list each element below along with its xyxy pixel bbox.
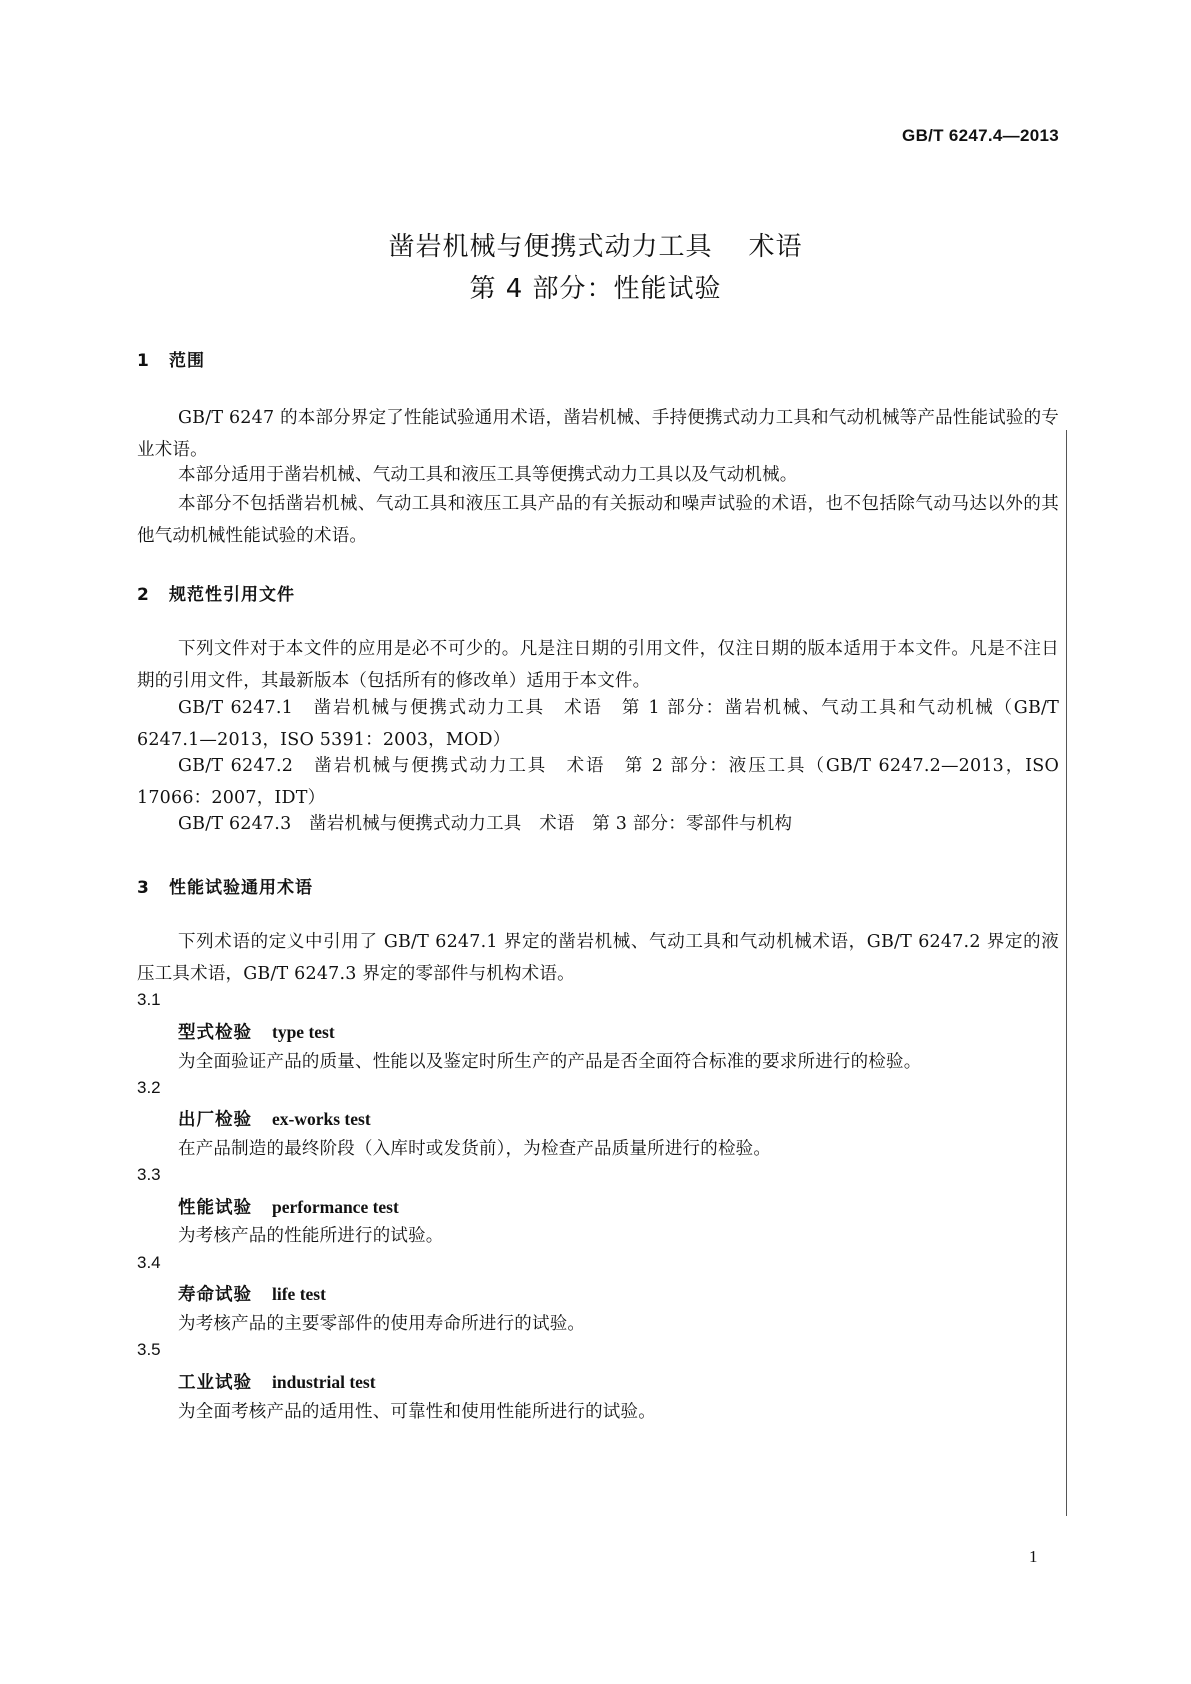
section-title: 范围 bbox=[169, 351, 205, 371]
term-english: industrial test bbox=[272, 1372, 376, 1392]
term-number: 3.1 bbox=[137, 990, 161, 1009]
standard-code: GB/T 6247.4—2013 bbox=[902, 126, 1059, 145]
section-number: 1 bbox=[137, 351, 150, 371]
term-english: ex-works test bbox=[272, 1109, 371, 1129]
section-title: 性能试验通用术语 bbox=[169, 878, 313, 898]
term-number: 3.2 bbox=[137, 1078, 161, 1097]
paragraph: 下列文件对于本文件的应用是必不可少的。凡是注日期的引用文件，仅注日期的版本适用于本文件。凡是不注日期的引用文件，其最新版本（包括所有的修改单）适用于本文件。 bbox=[137, 639, 1059, 691]
term-chinese: 寿命试验 bbox=[178, 1285, 252, 1305]
section-number: 3 bbox=[137, 878, 150, 898]
term-definition: 为全面验证产品的质量、性能以及鉴定时所生产的产品是否全面符合标准的要求所进行的检验。 bbox=[178, 1052, 922, 1072]
title-line-1 bbox=[0, 226, 1191, 268]
term-title bbox=[178, 1281, 326, 1306]
paragraph: 本部分适用于凿岩机械、气动工具和液压工具等便携式动力工具以及气动机械。 bbox=[178, 465, 798, 485]
document-title bbox=[0, 226, 1191, 310]
term-title bbox=[178, 1369, 376, 1394]
section-number: 2 bbox=[137, 585, 150, 605]
term-number: 3.3 bbox=[137, 1165, 161, 1184]
title-suffix: 术语 bbox=[748, 232, 803, 262]
title-line-2: 第 4 部分：性能试验 bbox=[469, 274, 722, 304]
term-definition: 为全面考核产品的适用性、可靠性和使用性能所进行的试验。 bbox=[178, 1402, 656, 1422]
term-number: 3.4 bbox=[137, 1253, 161, 1272]
term-english: life test bbox=[272, 1284, 326, 1304]
reference-item: GB/T 6247.2 凿岩机械与便携式动力工具 术语 第 2 部分：液压工具（GB/T 6247.2—2013，ISO 17066：2007，IDT） bbox=[137, 756, 1059, 808]
term-chinese: 出厂检验 bbox=[178, 1110, 252, 1130]
paragraph: GB/T 6247 的本部分界定了性能试验通用术语，凿岩机械、手持便携式动力工具和气动机械等产品性能试验的专业术语。 bbox=[137, 408, 1059, 460]
term-chinese: 型式检验 bbox=[178, 1023, 252, 1043]
paragraph: 本部分不包括凿岩机械、气动工具和液压工具产品的有关振动和噪声试验的术语，也不包括除气动马达以外的其他气动机械性能试验的术语。 bbox=[137, 494, 1059, 546]
term-definition: 为考核产品的性能所进行的试验。 bbox=[178, 1226, 444, 1246]
term-english: performance test bbox=[272, 1197, 399, 1217]
section-title: 规范性引用文件 bbox=[169, 585, 295, 605]
term-chinese: 工业试验 bbox=[178, 1373, 252, 1393]
section-heading-1 bbox=[137, 346, 205, 371]
reference-item: GB/T 6247.3 凿岩机械与便携式动力工具 术语 第 3 部分：零部件与机构 bbox=[178, 814, 793, 834]
term-title bbox=[178, 1019, 335, 1044]
term-english: type test bbox=[272, 1022, 335, 1042]
term-number: 3.5 bbox=[137, 1340, 161, 1359]
reference-item: GB/T 6247.1 凿岩机械与便携式动力工具 术语 第 1 部分：凿岩机械、气动工具和气动机械（GB/T 6247.1—2013，ISO 5391：2003，MOD） bbox=[137, 698, 1059, 750]
title-main: 凿岩机械与便携式动力工具 bbox=[388, 232, 713, 262]
term-title bbox=[178, 1106, 371, 1131]
section-heading-3 bbox=[137, 873, 313, 898]
page-number: 1 bbox=[1029, 1547, 1038, 1566]
term-definition: 在产品制造的最终阶段（入库时或发货前），为检查产品质量所进行的检验。 bbox=[178, 1139, 772, 1159]
paragraph: 下列术语的定义中引用了 GB/T 6247.1 界定的凿岩机械、气动工具和气动机械术语，GB/T 6247.2 界定的液压工具术语，GB/T 6247.3 界定的零部件与机构术语。 bbox=[137, 932, 1059, 984]
term-definition: 为考核产品的主要零部件的使用寿命所进行的试验。 bbox=[178, 1314, 586, 1334]
margin-rule bbox=[1066, 430, 1067, 1516]
section-heading-2 bbox=[137, 580, 295, 605]
term-title bbox=[178, 1194, 399, 1219]
term-chinese: 性能试验 bbox=[178, 1198, 252, 1218]
